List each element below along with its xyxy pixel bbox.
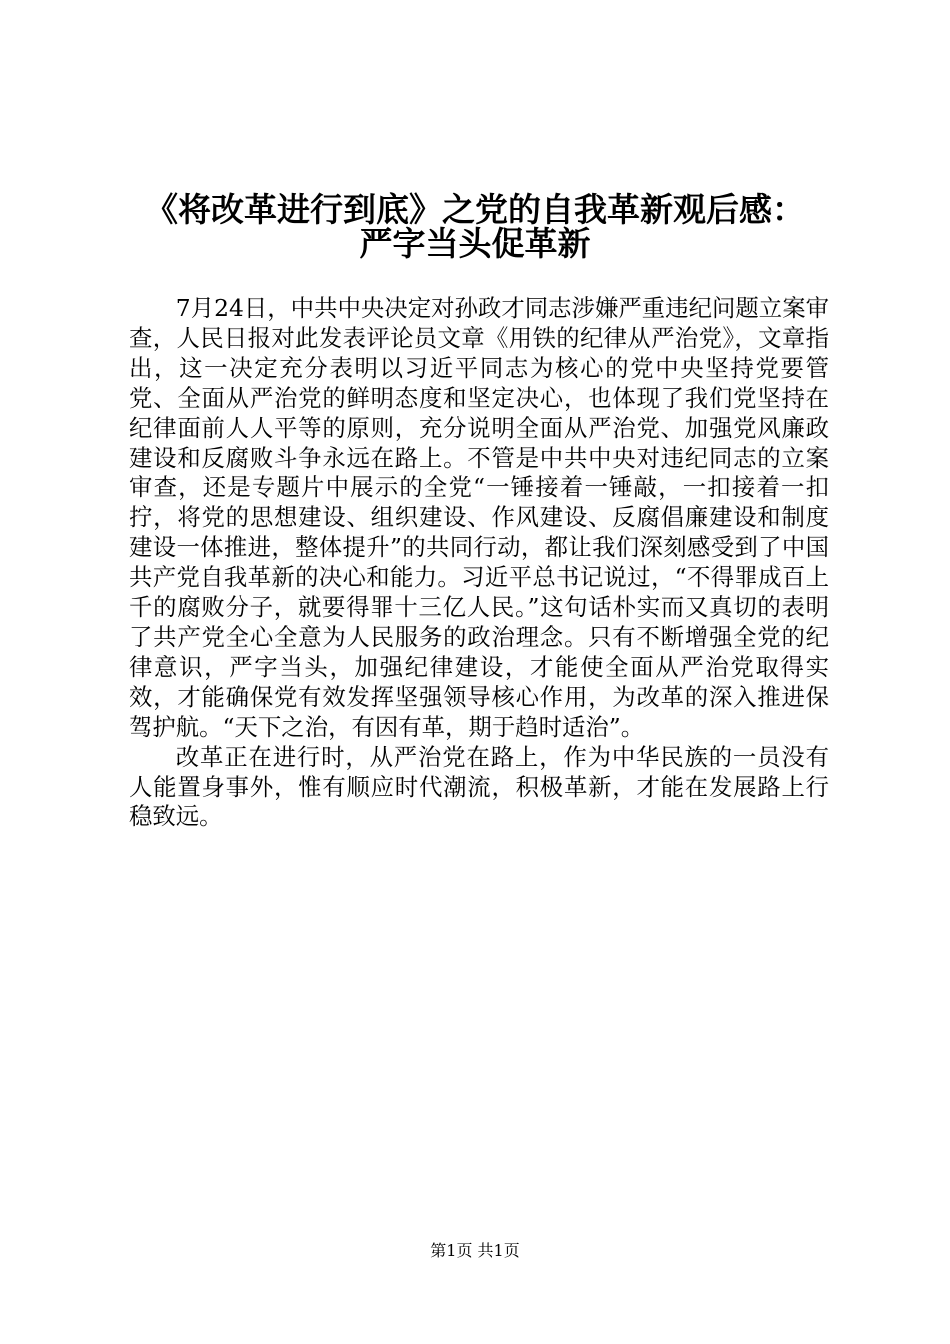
- body-paragraph-1: 7月24日，中共中央决定对孙政才同志涉嫌严重违纪问题立案审查，人民日报对此发表评论员文章《用铁的纪律从严治党》，文章指出，这一决定充分表明以习近平同志为核心的党中央坚持党要管党、全面从严治党的鲜明态度和坚定决心，也体现了我们党坚持在纪律面前人人平等的原则，充分说明全面从严治党、加强党风廉政建设和反腐败斗争永远在路上。不管是中共中央对违纪同志的立案审查，还是专题片中展示的全党“一锤接着一锤敲，一扣接着一扣拧，将党的思想建设、组织建设、作风建设、反腐倡廉建设和制度建设一体推进，整体提升”的共同行动，都让我们深刻感受到了中国共产党自我革新的决心和能力。习近平总书记说过，“不得罪成百上千的腐败分子，就要得罪十三亿人民。”这句话朴实而又真切的表明了共产党全心全意为人民服务的政治理念。只有不断增强全党的纪律意识，严字当头，加强纪律建设，才能使全面从严治党取得实效，才能确保党有效发挥坚强领导核心作用，为改革的深入推进保驾护航。“天下之治，有因有革，期于趋时适治”。: [129, 294, 829, 741]
- document-body: [129, 294, 829, 832]
- document-title-line-1: 《将改革进行到底》之党的自我革新观后感：: [145, 190, 805, 229]
- document-title-line-2: 严字当头促革新: [359, 224, 591, 263]
- page-footer: 第1页 共1页: [430, 1241, 520, 1260]
- body-paragraph-2: 改革正在进行时，从严治党在路上，作为中华民族的一员没有人能置身事外，惟有顺应时代潮流，积极革新，才能在发展路上行稳致远。: [129, 742, 829, 831]
